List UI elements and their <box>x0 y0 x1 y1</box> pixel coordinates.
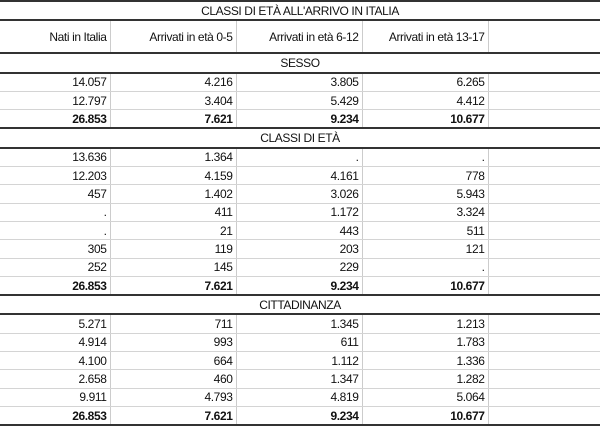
total-row <box>0 406 600 425</box>
empty-cell <box>488 333 600 351</box>
table-cell: 10.677 <box>362 406 488 425</box>
table-cell: 1.172 <box>236 203 362 221</box>
table-cell: . <box>0 203 110 221</box>
table-cell: 411 <box>110 203 236 221</box>
table-row <box>0 73 600 92</box>
empty-cell <box>488 240 600 258</box>
empty-cell <box>488 20 600 53</box>
empty-cell <box>488 352 600 370</box>
empty-cell <box>488 185 600 203</box>
table-row <box>0 370 600 388</box>
table-row <box>0 314 600 333</box>
empty-cell <box>488 110 600 129</box>
table-cell: . <box>362 258 488 276</box>
table-cell: 5.429 <box>236 91 362 109</box>
table-cell: 305 <box>0 240 110 258</box>
table-cell: 145 <box>110 258 236 276</box>
table-cell: 4.161 <box>236 167 362 185</box>
empty-cell <box>488 276 600 295</box>
table-cell: . <box>0 221 110 239</box>
table-cell: 12.797 <box>0 91 110 109</box>
table-cell: 252 <box>0 258 110 276</box>
empty-cell <box>488 167 600 185</box>
table-cell: 5.271 <box>0 314 110 333</box>
empty-cell <box>488 258 600 276</box>
table-cell: 1.345 <box>236 314 362 333</box>
table-row <box>0 221 600 239</box>
empty-cell <box>488 91 600 109</box>
table-cell: 26.853 <box>0 276 110 295</box>
empty-cell <box>488 221 600 239</box>
table-cell: 3.805 <box>236 73 362 92</box>
empty-cell <box>488 406 600 425</box>
section-header-row <box>0 53 600 72</box>
empty-cell <box>488 314 600 333</box>
table-cell: . <box>236 148 362 167</box>
table-cell: 711 <box>110 314 236 333</box>
table-cell: 1.347 <box>236 370 362 388</box>
table-cell: 119 <box>110 240 236 258</box>
table-cell: 14.057 <box>0 73 110 92</box>
table-row <box>0 240 600 258</box>
table-cell: 1.282 <box>362 370 488 388</box>
table-cell: 1.402 <box>110 185 236 203</box>
table-cell: 457 <box>0 185 110 203</box>
table-cell: . <box>362 148 488 167</box>
table-cell: 460 <box>110 370 236 388</box>
table-row <box>0 333 600 351</box>
table-cell: 4.819 <box>236 388 362 406</box>
column-header: Arrivati in età 6-12 <box>236 20 362 53</box>
section-title: CITTADINANZA <box>0 295 600 314</box>
table-cell: 1.364 <box>110 148 236 167</box>
section-header-row <box>0 128 600 147</box>
empty-cell <box>488 203 600 221</box>
total-row <box>0 276 600 295</box>
column-header: Arrivati in età 0-5 <box>110 20 236 53</box>
table-cell: 26.853 <box>0 110 110 129</box>
table-cell: 9.234 <box>236 406 362 425</box>
table-cell: 26.853 <box>0 406 110 425</box>
table-cell: 21 <box>110 221 236 239</box>
table-cell: 7.621 <box>110 406 236 425</box>
table-cell: 4.100 <box>0 352 110 370</box>
table-cell: 664 <box>110 352 236 370</box>
table-cell: 1.213 <box>362 314 488 333</box>
table-row <box>0 388 600 406</box>
table-cell: 993 <box>110 333 236 351</box>
table-cell: 12.203 <box>0 167 110 185</box>
table-row <box>0 185 600 203</box>
section-header-row <box>0 295 600 314</box>
table-cell: 443 <box>236 221 362 239</box>
column-header: Arrivati in età 13-17 <box>362 20 488 53</box>
table-cell: 2.658 <box>0 370 110 388</box>
table-cell: 6.265 <box>362 73 488 92</box>
section-title: SESSO <box>0 53 600 72</box>
table-row <box>0 203 600 221</box>
table-title-row <box>0 1 600 20</box>
table-cell: 511 <box>362 221 488 239</box>
empty-cell <box>488 73 600 92</box>
table-row <box>0 148 600 167</box>
table-cell: 611 <box>236 333 362 351</box>
table-row <box>0 167 600 185</box>
section-title: CLASSI DI ETÀ <box>0 128 600 147</box>
table-cell: 9.234 <box>236 276 362 295</box>
table-cell: 3.324 <box>362 203 488 221</box>
table-cell: 5.064 <box>362 388 488 406</box>
table-cell: 3.404 <box>110 91 236 109</box>
table-cell: 13.636 <box>0 148 110 167</box>
table-cell: 4.793 <box>110 388 236 406</box>
empty-cell <box>488 148 600 167</box>
table-cell: 121 <box>362 240 488 258</box>
table-row <box>0 258 600 276</box>
table-cell: 4.914 <box>0 333 110 351</box>
table-row <box>0 91 600 109</box>
table-cell: 7.621 <box>110 110 236 129</box>
table-cell: 1.783 <box>362 333 488 351</box>
total-row <box>0 110 600 129</box>
table-title: CLASSI DI ETÀ ALL'ARRIVO IN ITALIA <box>0 1 600 20</box>
table-cell: 4.412 <box>362 91 488 109</box>
table-cell: 3.026 <box>236 185 362 203</box>
column-header-row <box>0 20 600 53</box>
column-header: Nati in Italia <box>0 20 110 53</box>
empty-cell <box>488 388 600 406</box>
table-cell: 4.159 <box>110 167 236 185</box>
table-cell: 9.911 <box>0 388 110 406</box>
table-cell: 7.621 <box>110 276 236 295</box>
table-row <box>0 352 600 370</box>
table-cell: 5.943 <box>362 185 488 203</box>
table-cell: 229 <box>236 258 362 276</box>
table-cell: 1.336 <box>362 352 488 370</box>
empty-cell <box>488 370 600 388</box>
table-cell: 10.677 <box>362 276 488 295</box>
table-cell: 10.677 <box>362 110 488 129</box>
table-cell: 203 <box>236 240 362 258</box>
table-cell: 778 <box>362 167 488 185</box>
table-cell: 9.234 <box>236 110 362 129</box>
table-cell: 1.112 <box>236 352 362 370</box>
table-cell: 4.216 <box>110 73 236 92</box>
